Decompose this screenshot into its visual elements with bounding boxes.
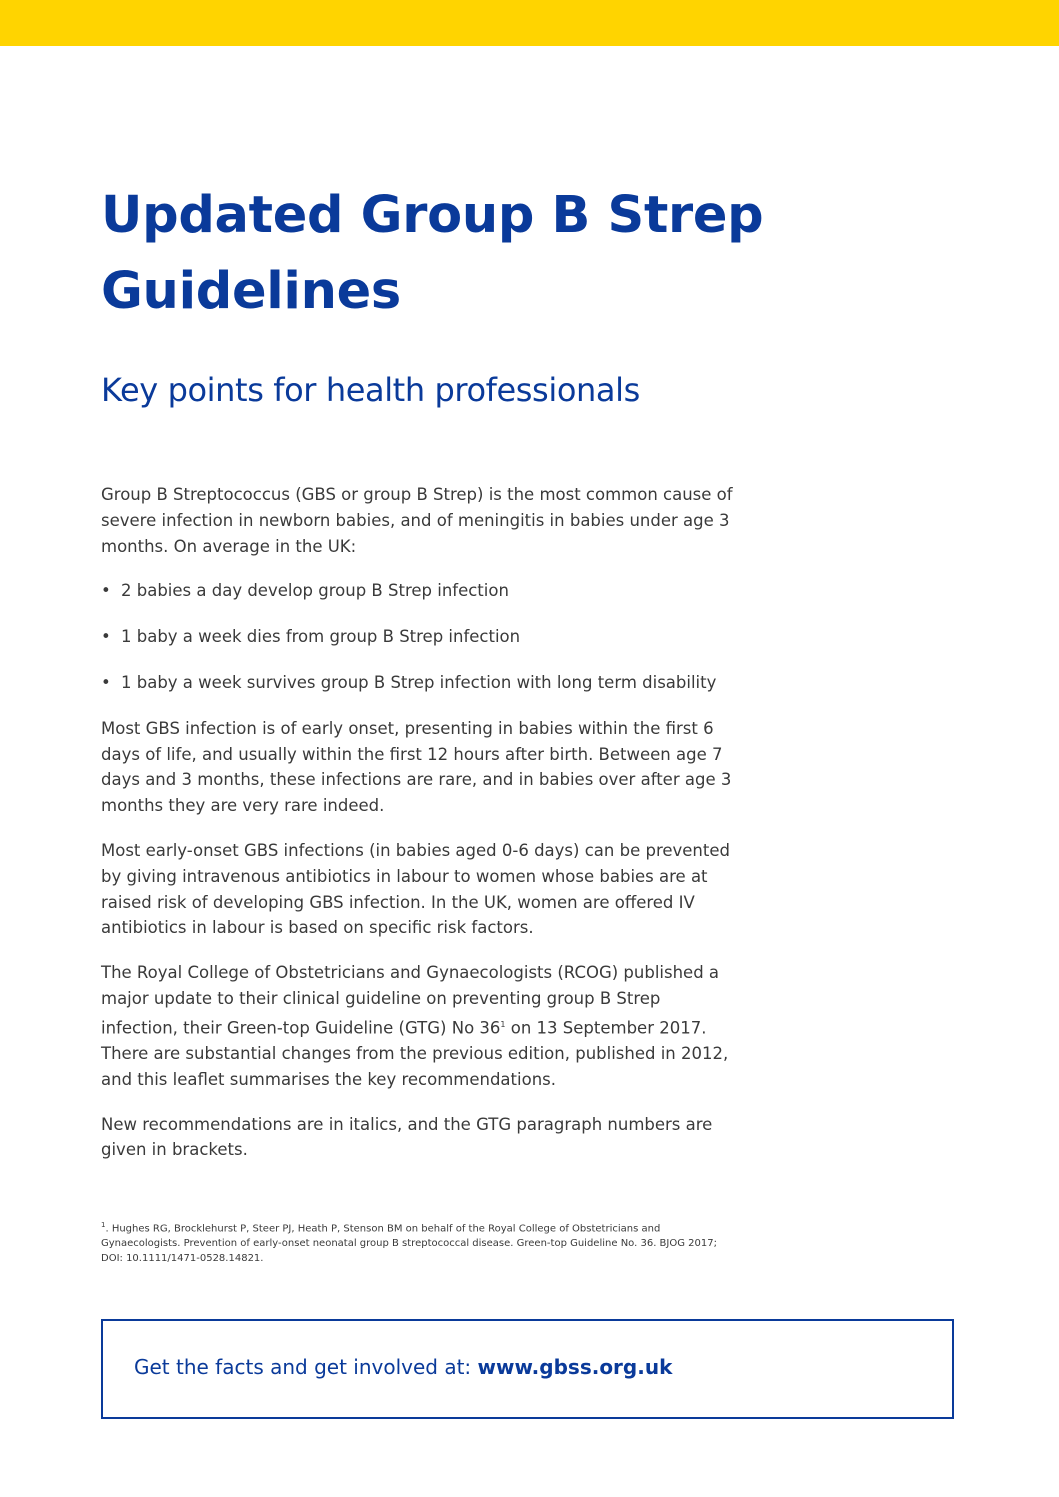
footnote [101,1218,741,1266]
call-to-action-box [101,1319,954,1419]
footnote-reference: 1 [500,1019,506,1029]
list-item-text: 2 babies a day develop group B Strep infection [121,581,509,601]
footnote-marker: 1 [101,1221,106,1229]
call-to-action-text [134,1355,672,1379]
footnote-text: . Hughes RG, Brocklehurst P, Steer PJ, Heath P, Stenson BM on behalf of the Royal College of Obstetricians and Gynaecologists. Prevention of early-onset neonatal group B streptococcal disease. Green-top Guideline No. 36. BJOG 2017; DOI: 10.1111/1471-0528.14821. [101,1223,717,1265]
rcog-text-start: The Royal College of Obstetricians and Gynaecologists (RCOG) published a major update to their clinical guideline on preventing group B Strep infection, their Green-top Guideline (GTG) No 36 [101,963,720,1038]
page-title: Updated Group B Strep Guidelines [101,186,764,321]
rcog-text-end: on 13 September 2017. There are substantial changes from the previous edition, published in 2012, and this leaflet summarises the key recommendations. [101,1018,729,1089]
list-item [101,670,741,696]
list-item [101,578,741,604]
rcog-paragraph [101,960,741,1092]
website-link[interactable]: www.gbss.org.uk [477,1355,673,1379]
prevention-paragraph: Most early-onset GBS infections (in babies aged 0-6 days) can be prevented by giving intravenous antibiotics in labour to women whose babies are at raised risk of developing GBS infection. In the UK, women are offered IV antibiotics in labour is based on specific risk factors. [101,840,730,938]
main-content [101,482,741,1182]
statistics-list [101,578,741,695]
page-subtitle: Key points for health professionals [101,371,640,409]
list-item-text: 1 baby a week survives group B Strep infection with long term disability [121,672,717,692]
top-accent-bar [0,0,1059,46]
list-item-text: 1 baby a week dies from group B Strep infection [121,627,521,647]
closing-paragraph: New recommendations are in italics, and the GTG paragraph numbers are given in brackets. [101,1114,713,1160]
call-to-action-lead: Get the facts and get involved at: [134,1355,478,1379]
bullet-icon: • [101,581,111,601]
bullet-icon: • [101,627,111,647]
intro-paragraph: Group B Streptococcus (GBS or group B Strep) is the most common cause of severe infection in newborn babies, and of meningitis in babies under age 3 months. On average in the UK: [101,485,733,556]
early-onset-paragraph: Most GBS infection is of early onset, presenting in babies within the first 6 days of life, and usually within the first 12 hours after birth. Between age 7 days and 3 months, these infections are rare, and in babies over after age 3 months they are very rare indeed. [101,718,732,816]
list-item [101,624,741,650]
bullet-icon: • [101,672,111,692]
